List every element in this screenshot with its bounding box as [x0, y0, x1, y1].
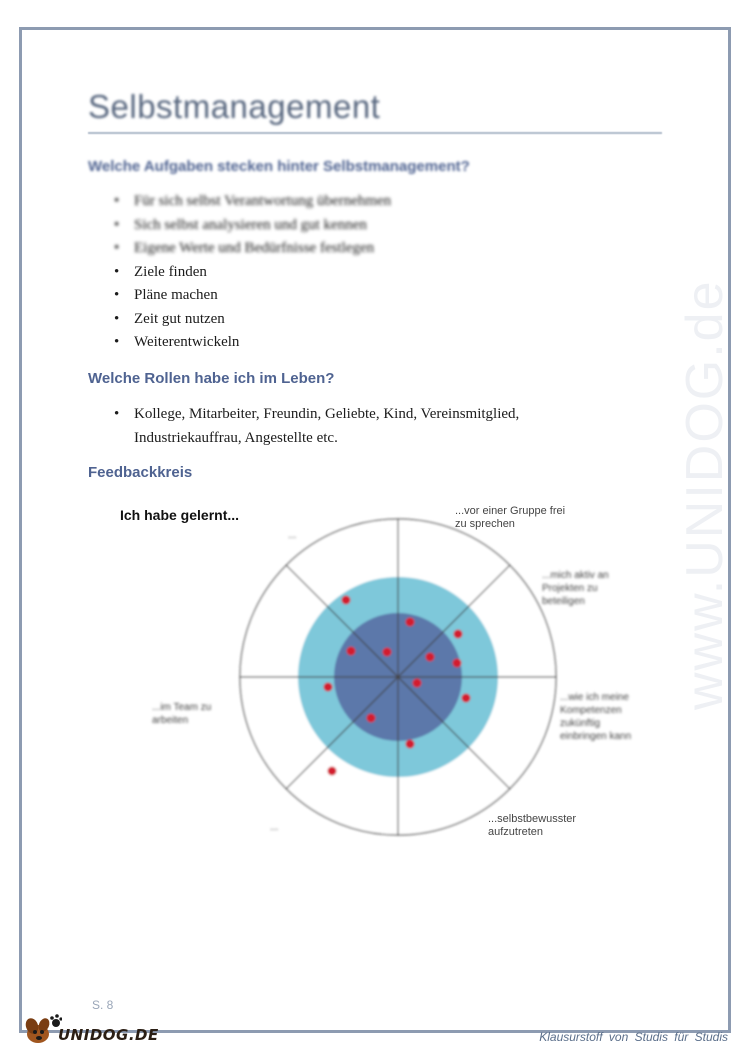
label-bottom-left: ... [270, 822, 279, 833]
feedback-circle-figure [110, 495, 650, 845]
title-underline [88, 132, 662, 134]
aufgaben-list [88, 190, 391, 355]
feedback-dot [342, 596, 351, 605]
feedback-dot [347, 647, 356, 656]
page-number: S. 8 [92, 998, 114, 1012]
feedback-dot [406, 618, 415, 627]
rollen-list [88, 402, 519, 450]
list-item: • Weiterentwickeln [88, 331, 391, 355]
list-item: • Eigene Werte und Bedürfnisse festlegen [88, 237, 391, 261]
heading-aufgaben: Welche Aufgaben stecken hinter Selbstmanagement? [88, 158, 470, 175]
label-top-right: ...mich aktiv an Projekten zu beteiligen [542, 570, 609, 607]
roles-line-2: Industriekauffrau, Angestellte etc. [134, 430, 338, 446]
figure-heading: Ich habe gelernt... [120, 507, 240, 523]
watermark: www.UNIDOG.de [676, 279, 734, 710]
footer-text: Klausurstoff von Studis für Studis [539, 1030, 728, 1044]
feedback-dot [328, 767, 337, 776]
label-top-left: ... [288, 530, 297, 541]
feedback-dot [453, 659, 462, 668]
feedback-dot [426, 653, 435, 662]
roles-line-1: Kollege, Mitarbeiter, Freundin, Geliebte, Kind, Vereinsmitglied, [134, 406, 520, 422]
feedback-dot [413, 679, 422, 688]
feedback-dot [462, 694, 471, 703]
feedback-dot [324, 683, 333, 692]
list-item: • Zeit gut nutzen [88, 308, 391, 332]
label-top: ...vor einer Gruppe frei zu sprechen [455, 505, 566, 530]
feedback-circle-svg [110, 495, 650, 845]
list-item [88, 402, 519, 450]
heading-rollen: Welche Rollen habe ich im Leben? [88, 370, 335, 387]
feedback-dot [406, 740, 415, 749]
label-left: ...im Team zu arbeiten [152, 702, 212, 726]
logo-text: UNIDOG.DE [58, 1026, 159, 1044]
list-item: • Sich selbst analysieren und gut kennen [88, 214, 391, 238]
list-item: • Ziele finden [88, 261, 391, 285]
page-title: Selbstmanagement [88, 88, 381, 125]
label-bottom-right: ...selbstbewusster aufzutreten [488, 813, 577, 838]
feedback-dot [383, 648, 392, 657]
heading-feedbackkreis: Feedbackkreis [88, 464, 193, 481]
feedback-dot [367, 714, 376, 723]
list-item: • Pläne machen [88, 284, 391, 308]
feedback-dot [454, 630, 463, 639]
label-right: ...wie ich meine Kompetenzen zukünftig einbringen kann [560, 692, 632, 742]
dog-icon [22, 1012, 62, 1048]
list-item: • Für sich selbst Verantwortung übernehmen [88, 190, 391, 214]
unidog-logo [22, 1012, 159, 1048]
